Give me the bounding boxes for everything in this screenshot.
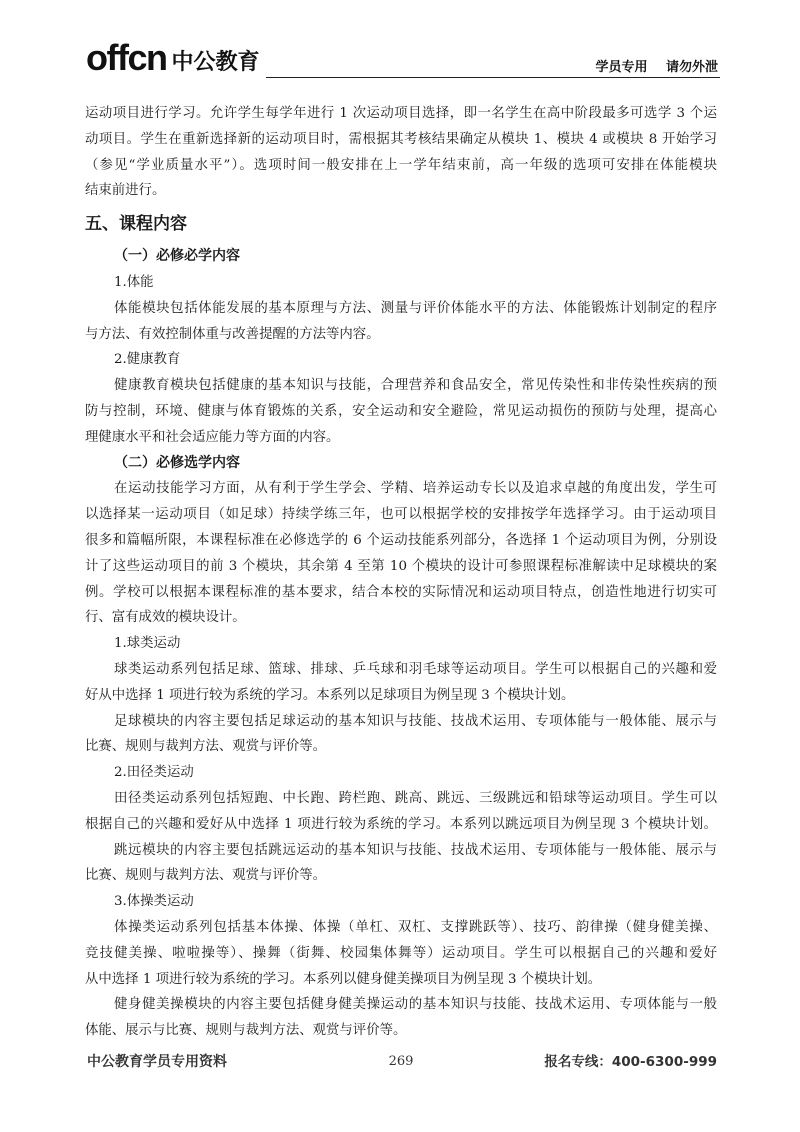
paragraph-line: 足球模块的内容主要包括足球运动的基本知识与技能、技战术运用、专项体能与一般体能、展示与 [114,713,717,729]
logo-chinese-name: 中公教育 [171,50,260,75]
item-heading: 2.健康教育 [114,352,181,368]
paragraph-line: 健康教育模块包括健康的基本知识与技能，合理营养和食品安全，常见传染性和非传染性疾病的预 [114,378,717,394]
confidential-notice [595,60,718,76]
logo-wordmark: offcn [86,37,167,78]
paragraph [85,786,717,838]
paragraph-line: 体操类运动系列包括基本体操、体操（单杠、双杠、支撑跳跃等）、技巧、韵律操（健身健美操、 [114,919,717,935]
notice-members-only: 学员专用 [595,60,648,75]
section-title: 五、课程内容 [85,214,187,235]
paragraph-line: 健身健美操模块的内容主要包括健身健美操运动的基本知识与技能、技战术运用、专项体能与一般 [114,997,717,1013]
footer-source-label: 中公教育学员专用资料 [87,1054,227,1070]
paragraph [85,657,717,709]
paragraph-line: 很多和篇幅所限，本课程标准在必修选学的 6 个运动技能系列部分，各选择 1 个运动项目为例，分别设 [85,532,717,548]
paragraph [85,915,717,992]
paragraph-line: 以选择某一运动项目（如足球）持续学练三年，也可以根据学校的安排按学年选择学习。由于运动项目 [85,507,717,523]
paragraph-line: 计了这些运动项目的前 3 个模块，其余第 4 至第 10 个模块的设计可参照课程标准解读中足球模块的案 [85,558,717,574]
header-rule [266,77,720,78]
paragraph-line: 竞技健美操、啦啦操等）、操舞（街舞、校园集体舞等）运动项目。学生可以根据自己的兴趣和爱好 [85,945,717,961]
item-heading: 1.球类运动 [114,636,181,652]
paragraph-line: 理健康水平和社会适应能力等方面的内容。 [85,429,340,445]
page-footer [85,1053,717,1071]
paragraph [85,992,717,1044]
paragraph-line: 体能、展示与比赛、规则与裁判方法、观赏与评价等。 [85,1023,407,1039]
page-number: 269 [388,1054,414,1069]
paragraph-line: 好从中选择 1 项进行较为系统的学习。本系列以足球项目为例呈现 3 个模块计划。 [85,687,575,703]
paragraph-line: 田径类运动系列包括短跑、中长跑、跨栏跑、跳高、跳远、三级跳远和铅球等运动项目。学生可以 [114,790,717,806]
subsection-title: （一）必修必学内容 [114,248,240,265]
item-heading: 2.田径类运动 [114,765,194,781]
page-body [85,101,717,1044]
paragraph-line: 比赛、规则与裁判方法、观赏与评价等。 [85,739,327,755]
paragraph [85,373,717,450]
enrollment-hotline: 报名专线：400-6300-999 [544,1054,717,1070]
paragraph [85,296,717,348]
paragraph-line: 例。学校可以根据本课程标准的基本要求，结合本校的实际情况和运动项目特点，创造性地进行切实可 [85,584,717,600]
paragraph [85,101,717,204]
paragraph [85,838,717,890]
paragraph-line: 运动项目进行学习。允许学生每学年进行 1 次运动项目选择，即一名学生在高中阶段最多可选学 3 个运 [85,106,717,121]
paragraph-line: 与方法、有效控制体重与改善提醒的方法等内容。 [85,326,380,342]
subsection-title: （二）必修选学内容 [114,454,240,471]
paragraph-line: 比赛、规则与裁判方法、观赏与评价等。 [85,868,327,884]
paragraph-line: 动项目。学生在重新选择新的运动项目时，需根据其考核结果确定从模块 1、模块 4 或模块 8 开始学习 [85,131,717,147]
paragraph-line: 根据自己的兴趣和爱好从中选择 1 项进行较为系统的学习。本系列以跳远项目为例呈现 3 个模块计划。 [85,816,717,832]
item-heading: 1.体能 [114,274,154,290]
paragraph-line: 从中选择 1 项进行较为系统的学习。本系列以健身健美操项目为例呈现 3 个模块计划。 [85,971,602,987]
notice-no-distribution: 请勿外泄 [665,60,718,75]
paragraph-line: 跳远模块的内容主要包括跳远运动的基本知识与技能、技战术运用、专项体能与一般体能、展示与 [114,842,717,858]
paragraph-line: 防与控制，环境、健康与体育锻炼的关系，安全运动和安全避险，常见运动损伤的预防与处理，提高心 [85,403,717,419]
paragraph-line: 在运动技能学习方面，从有利于学生学会、学精、培养运动专长以及追求卓越的角度出发，学生可 [114,481,717,497]
paragraph-line: （参见“学业质量水平”）。选项时间一般安排在上一学年结束前，高一年级的选项可安排在体能模块 [85,157,717,173]
paragraph [85,476,717,631]
paragraph-line: 行、富有成效的模块设计。 [85,610,246,626]
paragraph [85,709,717,761]
paragraph-line: 结束前进行。 [85,183,166,199]
paragraph-line: 体能模块包括体能发展的基本原理与方法、测量与评价体能水平的方法、体能锻炼计划制定的程序 [114,300,717,316]
item-heading: 3.体操类运动 [114,894,194,910]
paragraph-line: 球类运动系列包括足球、篮球、排球、乒乓球和羽毛球等运动项目。学生可以根据自己的兴趣和爱 [114,661,717,677]
offcn-logo [86,38,260,78]
